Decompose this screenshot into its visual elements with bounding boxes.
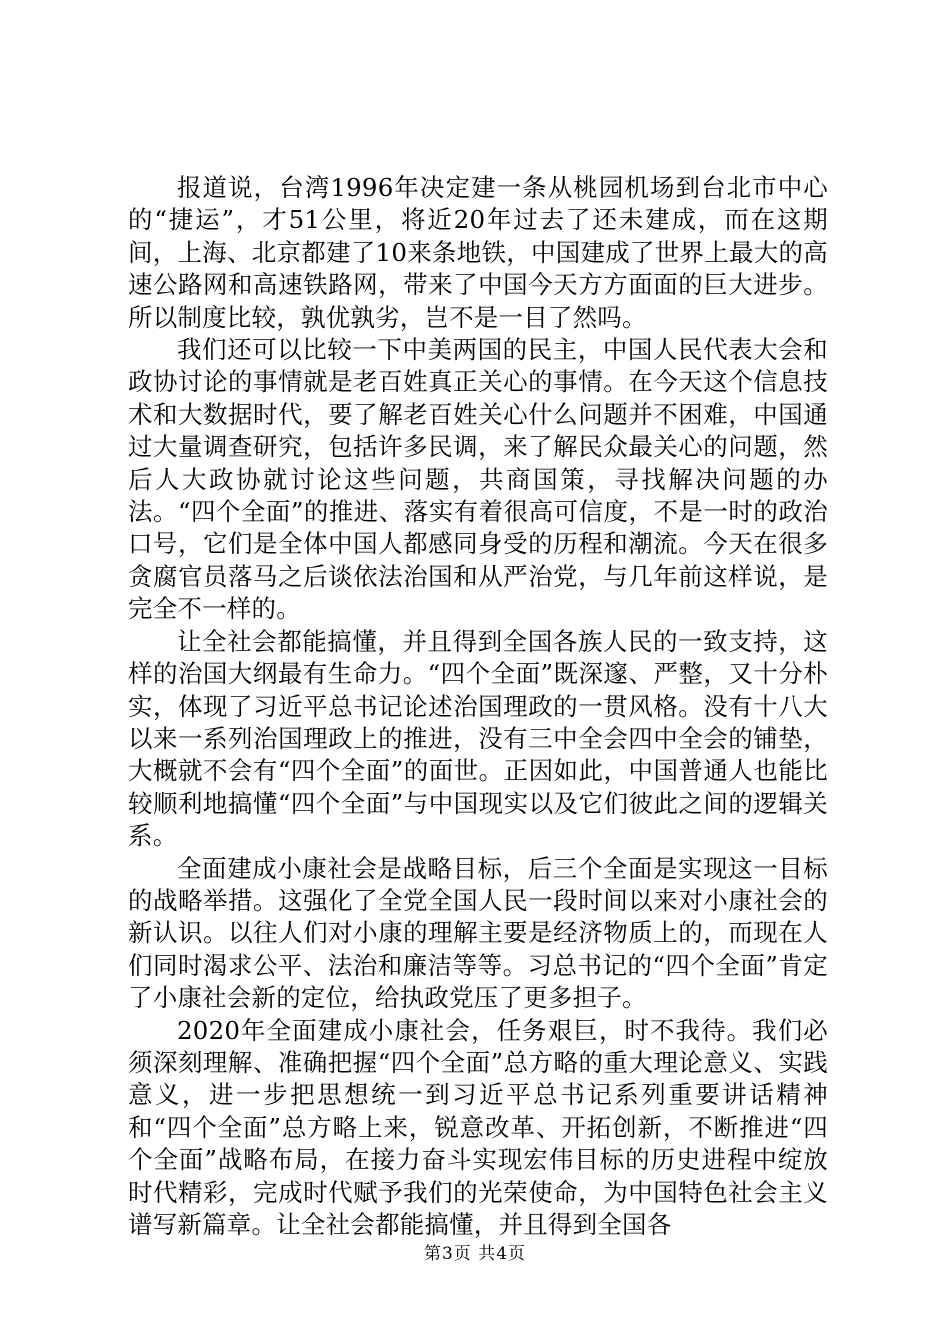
- paragraph-4: 全面建成小康社会是战略目标，后三个全面是实现这一目标的战略举措。这强化了全党全国人民一段时间以来对小康社会的新认识。以往人们对小康的理解主要是经济物质上的，而现在人们同时渴求公平、法治和廉洁等等。习总书记的“四个全面”肯定了小康社会新的定位，给执政党压了更多担子。: [128, 853, 828, 1013]
- paragraph-1: 报道说，台湾1996年决定建一条从桃园机场到台北市中心的“捷运”，才51公里，将近20年过去了还未建成，而在这期间，上海、北京都建了10来条地铁，中国建成了世界上最大的高速公路网和高速铁路网，带来了中国今天方方面面的巨大进步。所以制度比较，孰优孰劣，岂不是一目了然吗。: [128, 173, 828, 332]
- page-footer: 第3页 共4页: [423, 1244, 527, 1264]
- paragraph-3: 让全社会都能搞懂，并且得到全国各族人民的一致支持，这样的治国大纲最有生命力。“四个全面”既深邃、严整，又十分朴实，体现了习近平总书记论述治国理政的一贯风格。没有十八大以来一系列治国理政上的推进，没有三中全会四中全会的铺垫，大概就不会有“四个全面”的面世。正因如此，中国普通人也能比较顺利地搞懂“四个全面”与中国现实以及它们彼此之间的逻辑关系。: [128, 626, 828, 851]
- paragraph-5: 2020年全面建成小康社会，任务艰巨，时不我待。我们必须深刻理解、准确把握“四个全面”总方略的重大理论意义、实践意义，进一步把思想统一到习近平总书记系列重要讲话精神和“四个全面”总方略上来，锐意改革、开拓创新，不断推进“四个全面”战略布局，在接力奋斗实现宏伟目标的历史进程中绽放时代精彩，完成时代赋予我们的光荣使命，为中国特色社会主义谱写新篇章。让全社会都能搞懂，并且得到全国各: [128, 1015, 828, 1239]
- paragraph-2: 我们还可以比较一下中美两国的民主，中国人民代表大会和政协讨论的事情就是老百姓真正关心的事情。在今天这个信息技术和大数据时代，要了解老百姓关心什么问题并不困难，中国通过大量调查研究，包括许多民调，来了解民众最关心的问题，然后人大政协就讨论这些问题，共商国策，寻找解决问题的办法。“四个全面”的推进、落实有着很高可信度，不是一时的政治口号，它们是全体中国人都感同身受的历程和潮流。今天在很多贪腐官员落马之后谈依法治国和从严治党，与几年前这样说，是完全不一样的。: [128, 335, 828, 624]
- document-body: [128, 172, 828, 1241]
